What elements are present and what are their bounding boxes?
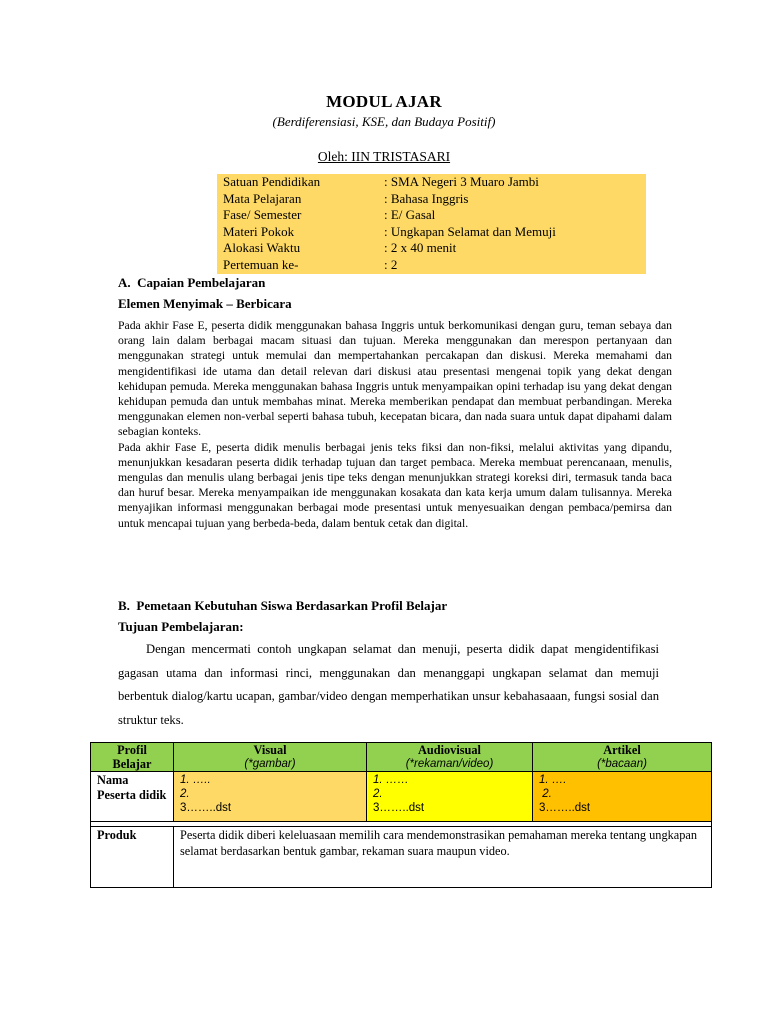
- section-a-subheading: Elemen Menyimak – Berbicara: [118, 296, 292, 311]
- slot-line: 3……..dst: [539, 802, 591, 814]
- identity-value: : E/ Gasal: [384, 207, 436, 222]
- identity-table: [217, 174, 646, 274]
- column-title: Audiovisual: [418, 743, 481, 757]
- identity-row: [217, 240, 646, 256]
- slot-line: 3……..dst: [373, 802, 425, 814]
- column-header-artikel: [533, 743, 711, 772]
- identity-key: Materi Pokok: [223, 223, 295, 239]
- column-title: Visual: [253, 743, 287, 757]
- identity-row: [217, 191, 646, 207]
- column-title: Artikel: [603, 743, 641, 757]
- identity-value: : SMA Negeri 3 Muaro Jambi: [384, 174, 539, 189]
- identity-key: Satuan Pendidikan: [223, 174, 321, 189]
- column-subtitle: (*gambar): [244, 757, 296, 770]
- audiovisual-student-slots: [367, 772, 533, 822]
- identity-key: Fase/ Semester: [223, 207, 302, 222]
- slot-line: 1. …..: [180, 774, 211, 786]
- identity-row: [217, 174, 646, 190]
- identity-row: [217, 257, 646, 273]
- artikel-student-slots: [533, 772, 711, 822]
- corner-label: Profil Belajar: [112, 743, 152, 771]
- identity-key: Mata Pelajaran: [223, 190, 302, 206]
- visual-student-slots: [174, 772, 367, 822]
- identity-value: : 2: [384, 256, 398, 272]
- paragraph: Pada akhir Fase E, peserta didik menggunakan bahasa Inggris untuk berkomunikasi dengan guru, teman sebaya dan orang lain dalam berbagai macam situasi dan tujuan. Mereka menggunakan dan merespon pertanyaan dan menggunakan strategi untuk memulai dan mempertahankan percakapan dan diskusi. Mereka memahami dan mengidentifikasi ide utama dan detail relevan dari diskusi atau presentasi mengenai topik yang dekat dengan kehidupan pemuda. Mereka menggunakan bahasa Inggris untuk menyampaikan opini terhadap isu yang dekat dengan kehidupan pemuda dan untuk membahas minat. Mereka memberikan pendapat dan membuat perbandingan. Mereka menggunakan elemen non-verbal seperti bahasa tubuh, kecepatan bicara, dan nada suara untuk dapat dipahami dalam sebagian konteks.: [118, 319, 672, 439]
- identity-row: [217, 224, 646, 240]
- identity-value: : 2 x 40 menit: [384, 240, 457, 255]
- slot-line: 2.: [539, 788, 552, 800]
- document-author: Oleh: IIN TRISTASARI: [317, 149, 451, 164]
- slot-line: 2.: [373, 788, 383, 800]
- identity-key: Alokasi Waktu: [223, 240, 301, 255]
- section-b-subheading: Tujuan Pembelajaran:: [118, 619, 244, 634]
- paragraph: Pada akhir Fase E, peserta didik menulis berbagai jenis teks fiksi dan non-fiksi, melalui aktivitas yang dipandu, menunjukkan kesadaran peserta didik terhadap tujuan dan target pembaca. Mereka membuat perencanaan, menulis, mengulas dan menulis ulang berbagai jenis tipe teks dengan menunjukkan strategi koreksi diri, termasuk tanda baca dan huruf besar. Mereka menyampaikan ide menggunakan kosakata dan kata kerja umum dalam tulisannya. Mereka menyajikan informasi menggunakan berbagai mode presentasi untuk menyesuaikan dengan pembaca/pemirsa dan untuk mencapai tujuan yang berbeda-beda, dalam bentuk cetak dan digital.: [118, 440, 672, 530]
- slot-line: 2.: [180, 788, 190, 800]
- section-b-heading: B. Pemetaan Kebutuhan Siswa Berdasarkan Profil Belajar: [118, 598, 448, 613]
- row-label-produk: Produk: [91, 827, 174, 887]
- profile-table: [90, 742, 712, 888]
- slot-line: 1. ……: [373, 774, 409, 786]
- slot-line: 3……..dst: [180, 802, 232, 814]
- section-b-body: [118, 638, 659, 732]
- section-a-heading: A. Capaian Pembelajaran: [118, 275, 266, 290]
- paragraph: Dengan mencermati contoh ungkapan selamat dan menuji, peserta didik dapat mengidentifikasi gagasan utama dan informasi rinci, menggunakan dan menanggapi ungkapan selamat dan memuji berbentuk dialog/kartu ucapan, gambar/video dengan memperhatikan unsur kebahasaaan, fungsi sosial dan struktur teks.: [118, 642, 659, 727]
- row-label-nama: Nama Peserta didik: [91, 772, 174, 822]
- identity-key: Pertemuan ke-: [223, 256, 299, 272]
- document-title: MODUL AJAR: [326, 92, 442, 111]
- produk-description: Peserta didik diberi keleluasaan memilih cara mendemonstrasikan pemahaman mereka tentang ungkapan selamat berdasarkan bentuk gambar, rekaman suara maupun video.: [180, 828, 697, 858]
- column-subtitle: (*rekaman/video): [405, 757, 494, 770]
- section-a-body: [118, 318, 672, 531]
- column-subtitle: (*bacaan): [597, 757, 647, 770]
- slot-line: 1. ….: [539, 774, 567, 786]
- identity-row: [217, 207, 646, 223]
- identity-value: : Bahasa Inggris: [384, 190, 469, 206]
- column-header-visual: [174, 743, 367, 772]
- identity-value: : Ungkapan Selamat dan Memuji: [384, 223, 556, 239]
- document-subtitle: (Berdiferensiasi, KSE, dan Budaya Positif): [272, 114, 496, 129]
- table-corner-header: [91, 743, 174, 772]
- column-header-audiovisual: [367, 743, 533, 772]
